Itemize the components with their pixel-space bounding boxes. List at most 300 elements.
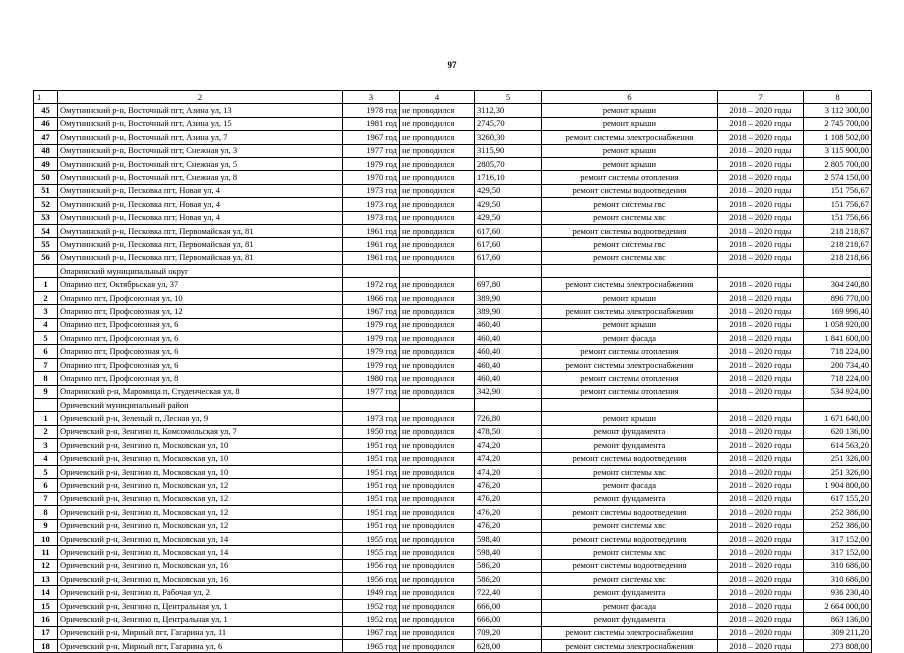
cost-cell: 718 224,00 [804, 372, 872, 385]
area-cell: 3260,30 [475, 131, 542, 144]
period-cell: 2018 – 2020 годы [718, 332, 804, 345]
last-repair-cell: не проводился [400, 385, 475, 398]
cost-cell: 1 904 800,00 [804, 479, 872, 492]
address-cell: Оричевский р-н, Зенгино п, Московская ул, 14 [58, 546, 343, 559]
last-repair-cell: не проводился [400, 238, 475, 251]
cost-cell: 896 770,00 [804, 291, 872, 304]
period-cell [718, 398, 804, 411]
work-type-cell: ремонт крыши [542, 412, 718, 425]
year-built-cell: 1955 год [343, 532, 400, 545]
year-built-cell: 1979 год [343, 358, 400, 371]
cost-cell: 3 115 900,00 [804, 144, 872, 157]
address-cell: Оричевский р-н, Зенгино п, Московская ул, 10 [58, 465, 343, 478]
period-cell: 2018 – 2020 годы [718, 291, 804, 304]
area-cell: 460,40 [475, 372, 542, 385]
year-built-cell: 1980 год [343, 372, 400, 385]
cost-cell: 1 841 600,00 [804, 332, 872, 345]
work-type-cell: ремонт системы водоотведения [542, 532, 718, 545]
address-cell: Оричевский р-н, Зенгино п, Центральная ул, 1 [58, 613, 343, 626]
table-row [34, 640, 872, 653]
area-cell: 2805,70 [475, 157, 542, 170]
table-row [34, 157, 872, 170]
period-cell: 2018 – 2020 годы [718, 452, 804, 465]
table-row [34, 131, 872, 144]
row-number-cell: 49 [34, 157, 58, 170]
year-built-cell: 1979 год [343, 332, 400, 345]
row-number-cell: 4 [34, 452, 58, 465]
period-cell: 2018 – 2020 годы [718, 465, 804, 478]
last-repair-cell: не проводился [400, 305, 475, 318]
period-cell: 2018 – 2020 годы [718, 157, 804, 170]
area-cell: 342,90 [475, 385, 542, 398]
header-row [34, 91, 872, 104]
period-cell: 2018 – 2020 годы [718, 532, 804, 545]
year-built-cell: 1977 год [343, 144, 400, 157]
last-repair-cell: не проводился [400, 519, 475, 532]
year-built-cell: 1955 год [343, 546, 400, 559]
year-built-cell: 1951 год [343, 519, 400, 532]
work-type-cell: ремонт системы электроснабжения [542, 278, 718, 291]
period-cell: 2018 – 2020 годы [718, 198, 804, 211]
work-type-cell: ремонт фундамента [542, 425, 718, 438]
table-row [34, 439, 872, 452]
table-row [34, 613, 872, 626]
address-cell: Оричевский р-н, Зеленый п, Лесная ул, 9 [58, 412, 343, 425]
work-type-cell: ремонт системы хвс [542, 546, 718, 559]
work-type-cell: ремонт системы водоотведения [542, 506, 718, 519]
work-type-cell: ремонт системы отопления [542, 345, 718, 358]
area-cell: 628,00 [475, 640, 542, 653]
table-row [34, 318, 872, 331]
work-type-cell: ремонт системы водоотведения [542, 224, 718, 237]
row-number-cell: 5 [34, 332, 58, 345]
row-number-cell: 51 [34, 184, 58, 197]
row-number-cell: 7 [34, 492, 58, 505]
cost-cell: 251 326,00 [804, 452, 872, 465]
period-cell: 2018 – 2020 годы [718, 573, 804, 586]
table-row [34, 291, 872, 304]
period-cell: 2018 – 2020 годы [718, 278, 804, 291]
year-built-cell: 1977 год [343, 385, 400, 398]
table-row [34, 412, 872, 425]
row-number-cell: 18 [34, 640, 58, 653]
table-row [34, 492, 872, 505]
cost-cell: 252 386,00 [804, 519, 872, 532]
year-built-cell: 1973 год [343, 412, 400, 425]
work-type-cell: ремонт крыши [542, 144, 718, 157]
area-cell: 666,00 [475, 599, 542, 612]
last-repair-cell: не проводился [400, 171, 475, 184]
table-row [34, 599, 872, 612]
address-cell: Омутнинский р-н, Песковка пгт, Новая ул, 4 [58, 211, 343, 224]
address-cell: Оричевский р-н, Зенгино п, Рабочая ул, 2 [58, 586, 343, 599]
cost-cell: 936 230,40 [804, 586, 872, 599]
area-cell: 460,40 [475, 358, 542, 371]
work-type-cell: ремонт фасада [542, 599, 718, 612]
area-cell: 460,40 [475, 318, 542, 331]
cost-cell: 309 211,20 [804, 626, 872, 639]
row-number-cell: 12 [34, 559, 58, 572]
year-built-cell: 1951 год [343, 465, 400, 478]
year-built-cell: 1979 год [343, 345, 400, 358]
address-cell: Омутнинский р-н, Песковка пгт, Первомайская ул, 81 [58, 251, 343, 264]
header-cell-area: 5 [475, 91, 542, 104]
address-cell: Омутнинский р-н, Песковка пгт, Первомайская ул, 81 [58, 238, 343, 251]
row-number-cell: 6 [34, 479, 58, 492]
area-cell: 1716,10 [475, 171, 542, 184]
area-cell: 598,40 [475, 532, 542, 545]
year-built-cell: 1979 год [343, 318, 400, 331]
last-repair-cell: не проводился [400, 104, 475, 117]
area-cell: 460,40 [475, 332, 542, 345]
section-row [34, 265, 872, 278]
area-cell: 429,50 [475, 211, 542, 224]
header-cell-work-type: 6 [542, 91, 718, 104]
work-type-cell: ремонт фасада [542, 332, 718, 345]
row-number-cell: 3 [34, 439, 58, 452]
cost-cell: 317 152,00 [804, 532, 872, 545]
work-type-cell: ремонт фундамента [542, 439, 718, 452]
table-row [34, 211, 872, 224]
last-repair-cell: не проводился [400, 251, 475, 264]
section-title-cell: Опаринский муниципальный округ [58, 265, 343, 278]
row-number-cell: 14 [34, 586, 58, 599]
area-cell: 726,80 [475, 412, 542, 425]
row-number-cell: 11 [34, 546, 58, 559]
section-row [34, 398, 872, 411]
last-repair-cell: не проводился [400, 452, 475, 465]
table-row [34, 332, 872, 345]
table-row [34, 305, 872, 318]
repair-register-table [33, 90, 872, 653]
row-number-cell: 55 [34, 238, 58, 251]
work-type-cell: ремонт фасада [542, 479, 718, 492]
area-cell: 474,20 [475, 465, 542, 478]
cost-cell: 3 112 300,00 [804, 104, 872, 117]
area-cell: 666,00 [475, 613, 542, 626]
last-repair-cell: не проводился [400, 573, 475, 586]
period-cell: 2018 – 2020 годы [718, 211, 804, 224]
header-cell-year: 3 [343, 91, 400, 104]
area-cell [475, 398, 542, 411]
row-number-cell: 53 [34, 211, 58, 224]
table-row [34, 452, 872, 465]
year-built-cell: 1952 год [343, 613, 400, 626]
cost-cell: 1 108 502,00 [804, 131, 872, 144]
table-row [34, 171, 872, 184]
row-number-cell: 56 [34, 251, 58, 264]
cost-cell: 304 240,80 [804, 278, 872, 291]
area-cell: 476,20 [475, 492, 542, 505]
work-type-cell: ремонт системы хвс [542, 251, 718, 264]
cost-cell [804, 265, 872, 278]
header-cell-cost: 8 [804, 91, 872, 104]
year-built-cell: 1952 год [343, 599, 400, 612]
last-repair-cell: не проводился [400, 184, 475, 197]
address-cell: Опарино пгт, Профсоюзная ул, 10 [58, 291, 343, 304]
table-row [34, 251, 872, 264]
period-cell: 2018 – 2020 годы [718, 318, 804, 331]
area-cell: 722,40 [475, 586, 542, 599]
address-cell: Омутнинский р-н, Восточный пгт, Азина ул, 7 [58, 131, 343, 144]
row-number-cell: 7 [34, 358, 58, 371]
cost-cell: 151 756,66 [804, 211, 872, 224]
year-built-cell: 1950 год [343, 425, 400, 438]
work-type-cell: ремонт системы электроснабжения [542, 358, 718, 371]
address-cell: Оричевский р-н, Зенгино п, Московская ул, 12 [58, 492, 343, 505]
year-built-cell: 1967 год [343, 305, 400, 318]
cost-cell: 1 671 640,00 [804, 412, 872, 425]
row-number-cell: 5 [34, 465, 58, 478]
last-repair-cell: не проводился [400, 559, 475, 572]
table-row [34, 358, 872, 371]
address-cell: Опаринский р-н, Маромица п, Студенческая ул, 8 [58, 385, 343, 398]
period-cell: 2018 – 2020 годы [718, 546, 804, 559]
row-number-cell: 2 [34, 291, 58, 304]
table-row [34, 184, 872, 197]
work-type-cell: ремонт системы электроснабжения [542, 640, 718, 653]
cost-cell: 273 808,00 [804, 640, 872, 653]
cost-cell: 218 218,67 [804, 238, 872, 251]
last-repair-cell: не проводился [400, 372, 475, 385]
address-cell: Омутнинский р-н, Песковка пгт, Новая ул, 4 [58, 184, 343, 197]
cost-cell [804, 398, 872, 411]
area-cell: 389,90 [475, 291, 542, 304]
table-row [34, 385, 872, 398]
cost-cell: 617 155,20 [804, 492, 872, 505]
address-cell: Опарино пгт, Профсоюзная ул, 8 [58, 372, 343, 385]
last-repair-cell: не проводился [400, 479, 475, 492]
period-cell: 2018 – 2020 годы [718, 519, 804, 532]
row-number-cell: 48 [34, 144, 58, 157]
year-built-cell: 1979 год [343, 157, 400, 170]
year-built-cell: 1965 год [343, 640, 400, 653]
area-cell: 586,20 [475, 573, 542, 586]
year-built-cell [343, 265, 400, 278]
last-repair-cell: не проводился [400, 224, 475, 237]
work-type-cell [542, 265, 718, 278]
cost-cell: 317 152,00 [804, 546, 872, 559]
year-built-cell: 1973 год [343, 198, 400, 211]
work-type-cell: ремонт системы отопления [542, 171, 718, 184]
period-cell: 2018 – 2020 годы [718, 492, 804, 505]
period-cell: 2018 – 2020 годы [718, 224, 804, 237]
last-repair-cell: не проводился [400, 117, 475, 130]
address-cell: Опарино пгт, Профсоюзная ул, 6 [58, 358, 343, 371]
area-cell: 474,20 [475, 439, 542, 452]
last-repair-cell: не проводился [400, 345, 475, 358]
address-cell: Опарино пгт, Профсоюзная ул, 12 [58, 305, 343, 318]
row-number-cell: 10 [34, 532, 58, 545]
cost-cell: 200 734,40 [804, 358, 872, 371]
year-built-cell: 1966 год [343, 291, 400, 304]
header-cell-last-repair: 4 [400, 91, 475, 104]
year-built-cell: 1949 год [343, 586, 400, 599]
last-repair-cell: не проводился [400, 492, 475, 505]
year-built-cell: 1961 год [343, 251, 400, 264]
cost-cell: 2 805 700,00 [804, 157, 872, 170]
address-cell: Оричевский р-н, Зенгино п, Московская ул, 14 [58, 532, 343, 545]
header-cell-address: 2 [58, 91, 343, 104]
work-type-cell: ремонт системы гвс [542, 238, 718, 251]
row-number-cell: 3 [34, 305, 58, 318]
area-cell: 617,60 [475, 251, 542, 264]
work-type-cell: ремонт фундамента [542, 613, 718, 626]
header-cell-period: 7 [718, 91, 804, 104]
table-row [34, 238, 872, 251]
table-row [34, 479, 872, 492]
cost-cell: 169 996,40 [804, 305, 872, 318]
work-type-cell: ремонт системы электроснабжения [542, 131, 718, 144]
cost-cell: 218 218,66 [804, 251, 872, 264]
period-cell: 2018 – 2020 годы [718, 506, 804, 519]
table-row [34, 372, 872, 385]
work-type-cell: ремонт крыши [542, 291, 718, 304]
table-row [34, 144, 872, 157]
period-cell: 2018 – 2020 годы [718, 251, 804, 264]
last-repair-cell: не проводился [400, 613, 475, 626]
table-row [34, 559, 872, 572]
address-cell: Омутнинский р-н, Восточный пгт, Снежная ул, 3 [58, 144, 343, 157]
row-number-cell [34, 398, 58, 411]
table-row [34, 626, 872, 639]
year-built-cell: 1973 год [343, 184, 400, 197]
period-cell: 2018 – 2020 годы [718, 144, 804, 157]
area-cell: 709,20 [475, 626, 542, 639]
address-cell: Опарино пгт, Профсоюзная ул, 6 [58, 318, 343, 331]
last-repair-cell: не проводился [400, 626, 475, 639]
year-built-cell: 1961 год [343, 238, 400, 251]
address-cell: Оричевский р-н, Зенгино п, Московская ул, 10 [58, 452, 343, 465]
work-type-cell: ремонт системы электроснабжения [542, 305, 718, 318]
work-type-cell: ремонт системы водоотведения [542, 559, 718, 572]
row-number-cell: 45 [34, 104, 58, 117]
last-repair-cell: не проводился [400, 198, 475, 211]
section-title-cell: Оричевский муниципальный район [58, 398, 343, 411]
table-row [34, 465, 872, 478]
row-number-cell: 8 [34, 506, 58, 519]
table-row [34, 573, 872, 586]
last-repair-cell: не проводился [400, 425, 475, 438]
year-built-cell: 1970 год [343, 171, 400, 184]
area-cell: 3112,30 [475, 104, 542, 117]
cost-cell: 1 058 920,00 [804, 318, 872, 331]
row-number-cell: 47 [34, 131, 58, 144]
address-cell: Оричевский р-н, Зенгино п, Центральная ул, 1 [58, 599, 343, 612]
row-number-cell: 6 [34, 345, 58, 358]
area-cell: 478,50 [475, 425, 542, 438]
address-cell: Опарино пгт, Профсоюзная ул, 6 [58, 345, 343, 358]
year-built-cell: 1956 год [343, 559, 400, 572]
period-cell: 2018 – 2020 годы [718, 358, 804, 371]
row-number-cell: 17 [34, 626, 58, 639]
cost-cell: 718 224,00 [804, 345, 872, 358]
period-cell: 2018 – 2020 годы [718, 117, 804, 130]
area-cell [475, 265, 542, 278]
last-repair-cell [400, 265, 475, 278]
year-built-cell: 1956 год [343, 573, 400, 586]
last-repair-cell: не проводился [400, 131, 475, 144]
row-number-cell: 8 [34, 372, 58, 385]
year-built-cell: 1951 год [343, 439, 400, 452]
last-repair-cell: не проводился [400, 586, 475, 599]
period-cell: 2018 – 2020 годы [718, 171, 804, 184]
row-number-cell: 1 [34, 412, 58, 425]
work-type-cell: ремонт системы отопления [542, 385, 718, 398]
work-type-cell: ремонт системы хвс [542, 465, 718, 478]
cost-cell: 151 756,67 [804, 198, 872, 211]
table-row [34, 586, 872, 599]
work-type-cell: ремонт фундамента [542, 492, 718, 505]
area-cell: 476,20 [475, 506, 542, 519]
last-repair-cell: не проводился [400, 532, 475, 545]
table-row [34, 198, 872, 211]
row-number-cell: 15 [34, 599, 58, 612]
year-built-cell: 1961 год [343, 224, 400, 237]
period-cell: 2018 – 2020 годы [718, 599, 804, 612]
period-cell: 2018 – 2020 годы [718, 640, 804, 653]
row-number-cell: 54 [34, 224, 58, 237]
last-repair-cell: не проводился [400, 278, 475, 291]
row-number-cell: 50 [34, 171, 58, 184]
period-cell: 2018 – 2020 годы [718, 613, 804, 626]
area-cell: 3115,90 [475, 144, 542, 157]
row-number-cell: 46 [34, 117, 58, 130]
period-cell: 2018 – 2020 годы [718, 626, 804, 639]
period-cell: 2018 – 2020 годы [718, 439, 804, 452]
cost-cell: 310 686,00 [804, 559, 872, 572]
last-repair-cell: не проводился [400, 211, 475, 224]
period-cell [718, 265, 804, 278]
last-repair-cell: не проводился [400, 506, 475, 519]
year-built-cell: 1972 год [343, 278, 400, 291]
cost-cell: 534 924,00 [804, 385, 872, 398]
period-cell: 2018 – 2020 годы [718, 559, 804, 572]
cost-cell: 2 664 000,00 [804, 599, 872, 612]
address-cell: Омутнинский р-н, Восточный пгт, Азина ул, 13 [58, 104, 343, 117]
work-type-cell [542, 398, 718, 411]
cost-cell: 151 756,67 [804, 184, 872, 197]
work-type-cell: ремонт крыши [542, 318, 718, 331]
area-cell: 2745,70 [475, 117, 542, 130]
last-repair-cell: не проводился [400, 640, 475, 653]
address-cell: Опарино пгт, Октябрьская ул, 37 [58, 278, 343, 291]
last-repair-cell: не проводился [400, 144, 475, 157]
table-row [34, 278, 872, 291]
address-cell: Оричевский р-н, Зенгино п, Московская ул, 12 [58, 519, 343, 532]
table-row [34, 117, 872, 130]
table-body [34, 91, 872, 653]
area-cell: 476,20 [475, 479, 542, 492]
row-number-cell: 52 [34, 198, 58, 211]
area-cell: 476,20 [475, 519, 542, 532]
period-cell: 2018 – 2020 годы [718, 385, 804, 398]
year-built-cell: 1978 год [343, 104, 400, 117]
last-repair-cell: не проводился [400, 157, 475, 170]
table-row [34, 506, 872, 519]
work-type-cell: ремонт системы электроснабжения [542, 626, 718, 639]
period-cell: 2018 – 2020 годы [718, 184, 804, 197]
last-repair-cell: не проводился [400, 332, 475, 345]
table-row [34, 425, 872, 438]
address-cell: Омутнинский р-н, Восточный пгт, Азина ул, 15 [58, 117, 343, 130]
area-cell: 474,20 [475, 452, 542, 465]
address-cell: Оричевский р-н, Зенгино п, Московская ул, 12 [58, 506, 343, 519]
period-cell: 2018 – 2020 годы [718, 586, 804, 599]
work-type-cell: ремонт системы хвс [542, 519, 718, 532]
address-cell: Оричевский р-н, Зенгино п, Московская ул, 16 [58, 559, 343, 572]
table-row [34, 519, 872, 532]
